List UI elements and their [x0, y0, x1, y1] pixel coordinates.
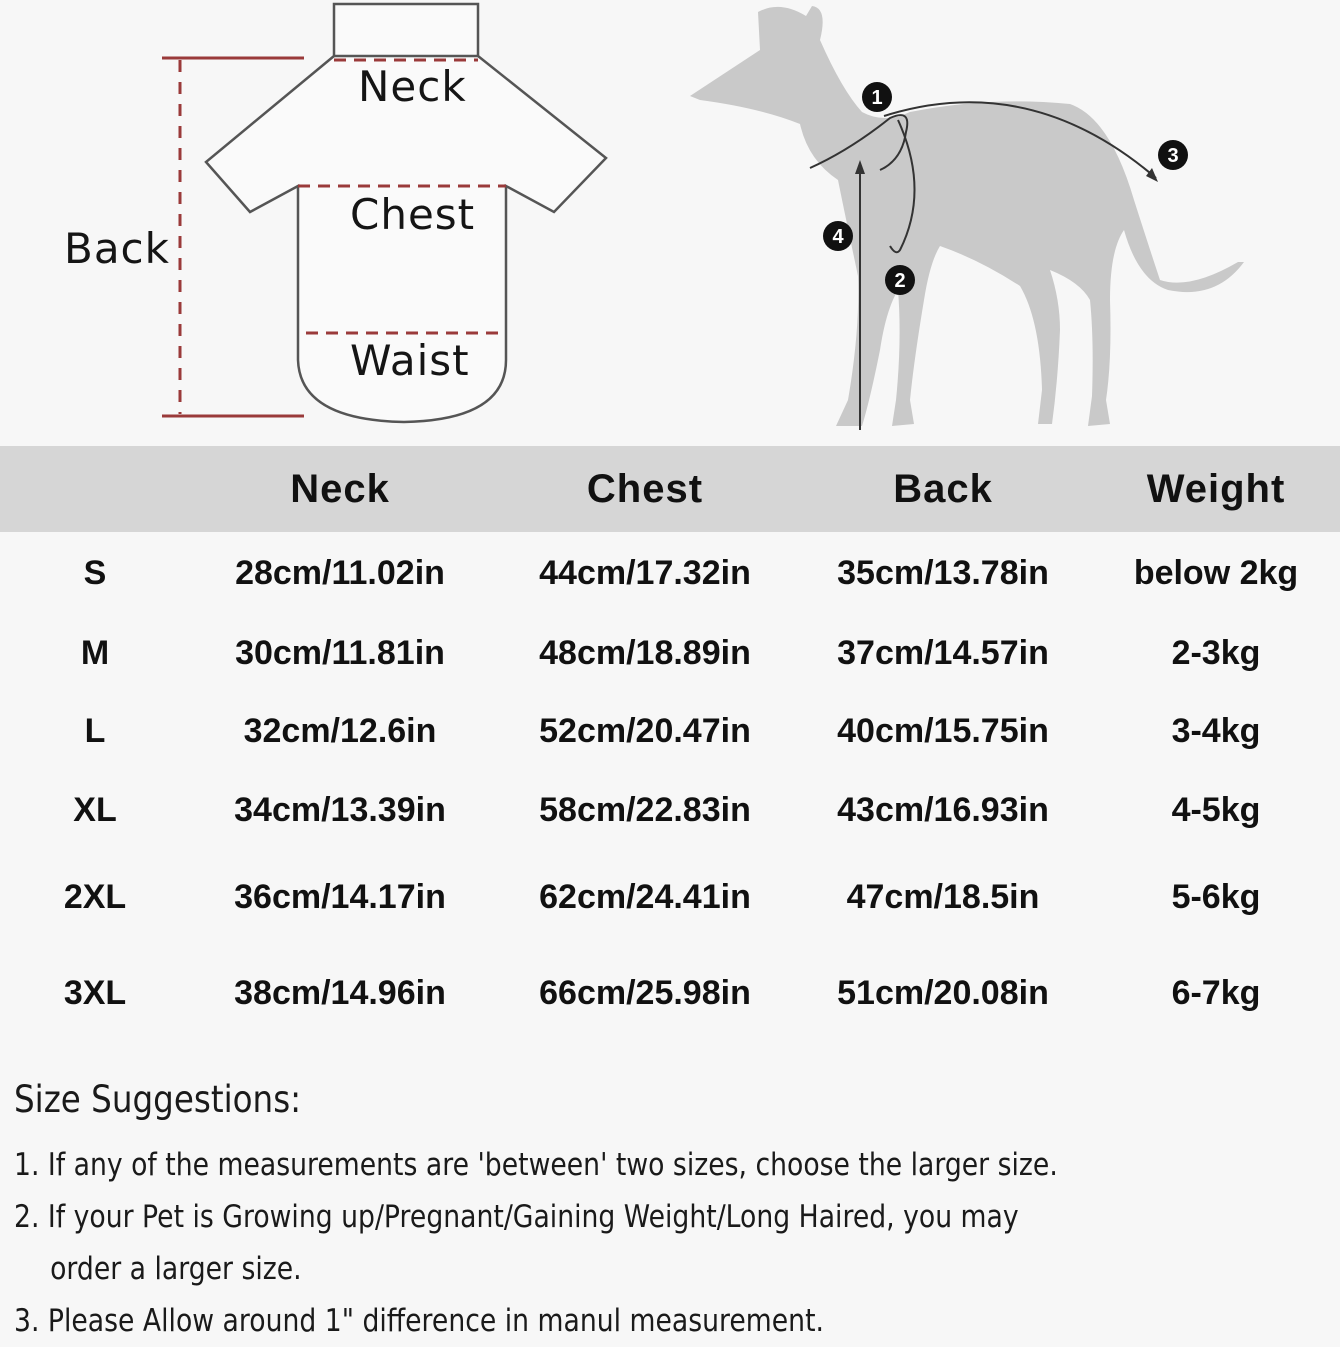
- table-row: [0, 623, 1340, 683]
- cell-back: 37cm/14.57in: [837, 634, 1049, 672]
- size-suggestions-title: Size Suggestions:: [14, 1078, 302, 1121]
- cell-chest: 48cm/18.89in: [539, 634, 751, 672]
- header-weight: Weight: [1146, 467, 1286, 511]
- cell-weight: 2-3kg: [1171, 634, 1261, 672]
- cell-chest: 44cm/17.32in: [539, 554, 751, 592]
- size-suggestions: [14, 1078, 1324, 1347]
- cell-back: 47cm/18.5in: [846, 878, 1040, 916]
- cell-size: 2XL: [63, 878, 127, 916]
- table-row: [0, 963, 1340, 1023]
- measurement-diagram: [0, 0, 1340, 440]
- cell-size: XL: [73, 791, 117, 829]
- table-row: [0, 780, 1340, 840]
- shirt-label-waist: Waist: [350, 336, 470, 385]
- cell-chest: 66cm/25.98in: [539, 974, 751, 1012]
- cell-size: M: [80, 634, 110, 672]
- cell-weight: 6-7kg: [1171, 974, 1261, 1012]
- cell-chest: 58cm/22.83in: [539, 791, 751, 829]
- header-back: Back: [893, 467, 993, 511]
- cell-neck: 30cm/11.81in: [235, 634, 445, 672]
- diagram-graphics: [0, 0, 1340, 440]
- suggestion-item-continued: order a larger size.: [50, 1251, 302, 1287]
- cell-weight: 4-5kg: [1171, 791, 1261, 829]
- cell-back: 43cm/16.93in: [837, 791, 1049, 829]
- shirt-label-neck: Neck: [358, 62, 467, 111]
- table-row: [0, 867, 1340, 927]
- header-neck: Neck: [290, 467, 390, 511]
- cell-weight: 5-6kg: [1171, 878, 1261, 916]
- shirt-label-back: Back: [64, 224, 170, 273]
- cell-back: 35cm/13.78in: [837, 554, 1049, 592]
- cell-chest: 52cm/20.47in: [539, 712, 751, 750]
- cell-neck: 34cm/13.39in: [234, 791, 446, 829]
- suggestion-item: 1. If any of the measurements are 'between' two sizes, choose the larger size.: [14, 1147, 1058, 1183]
- cell-size: S: [83, 554, 107, 592]
- cell-neck: 28cm/11.02in: [235, 554, 445, 592]
- header-size: [0, 446, 190, 532]
- marker-2-label: 2: [894, 270, 906, 292]
- cell-back: 40cm/15.75in: [837, 712, 1049, 750]
- table-row: [0, 701, 1340, 761]
- cell-neck: 32cm/12.6in: [243, 712, 437, 750]
- cell-neck: 38cm/14.96in: [234, 974, 446, 1012]
- cell-chest: 62cm/24.41in: [539, 878, 751, 916]
- cell-size: 3XL: [63, 974, 127, 1012]
- marker-1-label: 1: [871, 87, 883, 109]
- suggestion-item: 3. Please Allow around 1" difference in manul measurement.: [14, 1303, 824, 1339]
- marker-3-label: 3: [1167, 145, 1179, 167]
- suggestion-item: 2. If your Pet is Growing up/Pregnant/Gaining Weight/Long Haired, you may: [14, 1199, 1019, 1235]
- shirt-label-chest: Chest: [350, 190, 476, 239]
- cell-size: L: [84, 712, 106, 750]
- table-row: [0, 543, 1340, 603]
- marker-4-label: 4: [832, 226, 844, 248]
- cell-neck: 36cm/14.17in: [234, 878, 446, 916]
- cell-weight: below 2kg: [1133, 554, 1299, 592]
- cell-weight: 3-4kg: [1171, 712, 1261, 750]
- cell-back: 51cm/20.08in: [837, 974, 1049, 1012]
- dog-silhouette: [690, 6, 1244, 426]
- size-table-header: [0, 446, 1340, 532]
- header-chest: Chest: [586, 467, 704, 511]
